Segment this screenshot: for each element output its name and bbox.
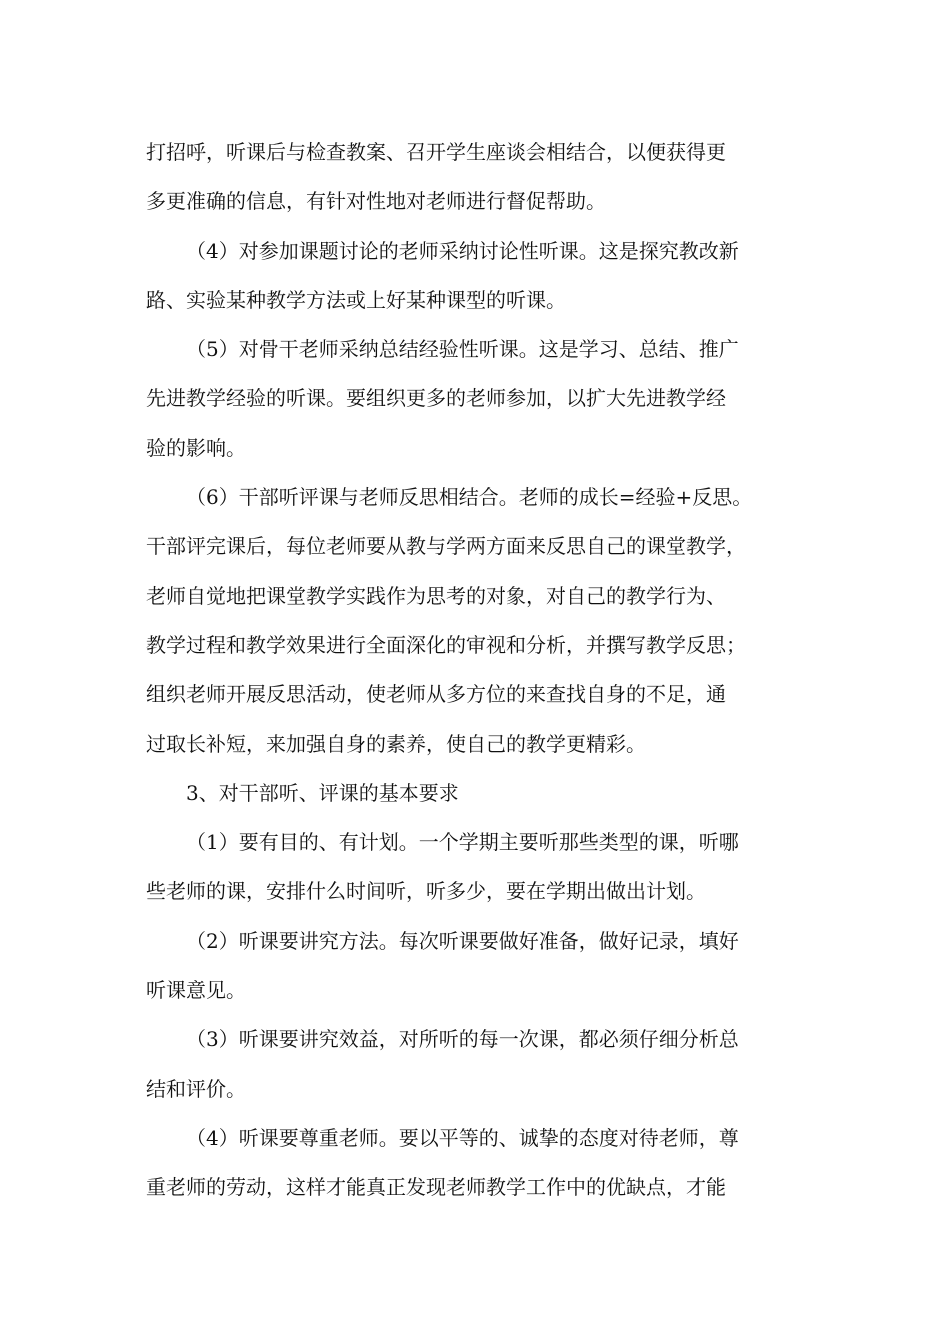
- text-line: （1）要有目的、有计划。一个学期主要听那些类型的课，听哪: [186, 830, 739, 855]
- text-line: （3）听课要讲究效益，对所听的每一次课，都必须仔细分析总: [186, 1027, 739, 1052]
- text-line: （2）听课要讲究方法。每次听课要做好准备，做好记录，填好: [186, 928, 739, 953]
- paragraph-5: [146, 818, 816, 917]
- paragraph-3: [146, 325, 816, 473]
- text-line: 过取长补短，来加强自身的素养，使自己的教学更精彩。: [146, 731, 646, 756]
- text-line: 先进教学经验的听课。要组织更多的老师参加，以扩大先进教学经: [146, 386, 726, 411]
- text-line: 听课意见。: [146, 978, 246, 1003]
- text-line: 组织老师开展反思活动，使老师从多方位的来查找自身的不足，通: [146, 682, 726, 707]
- document-body: [146, 128, 816, 1213]
- text-line: 结和评价。: [146, 1076, 246, 1101]
- text-line: 打招呼，听课后与检查教案、召开学生座谈会相结合，以便获得更: [146, 140, 726, 164]
- text-line: 老师自觉地把课堂教学实践作为思考的对象，对自己的教学行为、: [146, 583, 726, 608]
- text-line: 多更准确的信息，有针对性地对老师进行督促帮助。: [146, 189, 606, 214]
- paragraph-6: [146, 917, 816, 1016]
- paragraph-2: [146, 227, 816, 326]
- text-line: （4）对参加课题讨论的老师采纳讨论性听课。这是探究教改新: [186, 238, 739, 263]
- text-line: 重老师的劳动，这样才能真正发现老师教学工作中的优缺点，才能: [146, 1175, 726, 1200]
- text-line: （4）听课要尊重老师。要以平等的、诚挚的态度对待老师，尊: [186, 1125, 739, 1150]
- paragraph-8: [146, 1114, 816, 1213]
- paragraph-4: [146, 473, 816, 769]
- text-line: （5）对骨干老师采纳总结经验性听课。这是学习、总结、推广: [186, 337, 739, 362]
- text-line: （6）干部听评课与老师反思相结合。老师的成长=经验+反思。: [186, 485, 753, 510]
- text-line: 路、实验某种教学方法或上好某种课型的听课。: [146, 287, 566, 312]
- section-heading: [146, 769, 816, 818]
- text-line: 干部评完课后，每位老师要从教与学两方面来反思自己的课堂教学，: [146, 534, 746, 559]
- text-line: 验的影响。: [146, 435, 246, 460]
- paragraph-1: [146, 128, 816, 227]
- text-line: 些老师的课，安排什么时间听，听多少，要在学期出做出计划。: [146, 879, 706, 904]
- text-line: 教学过程和教学效果进行全面深化的审视和分析，并撰写教学反思；: [146, 632, 746, 657]
- paragraph-7: [146, 1015, 816, 1114]
- text-line: 3、对干部听、评课的基本要求: [186, 780, 459, 805]
